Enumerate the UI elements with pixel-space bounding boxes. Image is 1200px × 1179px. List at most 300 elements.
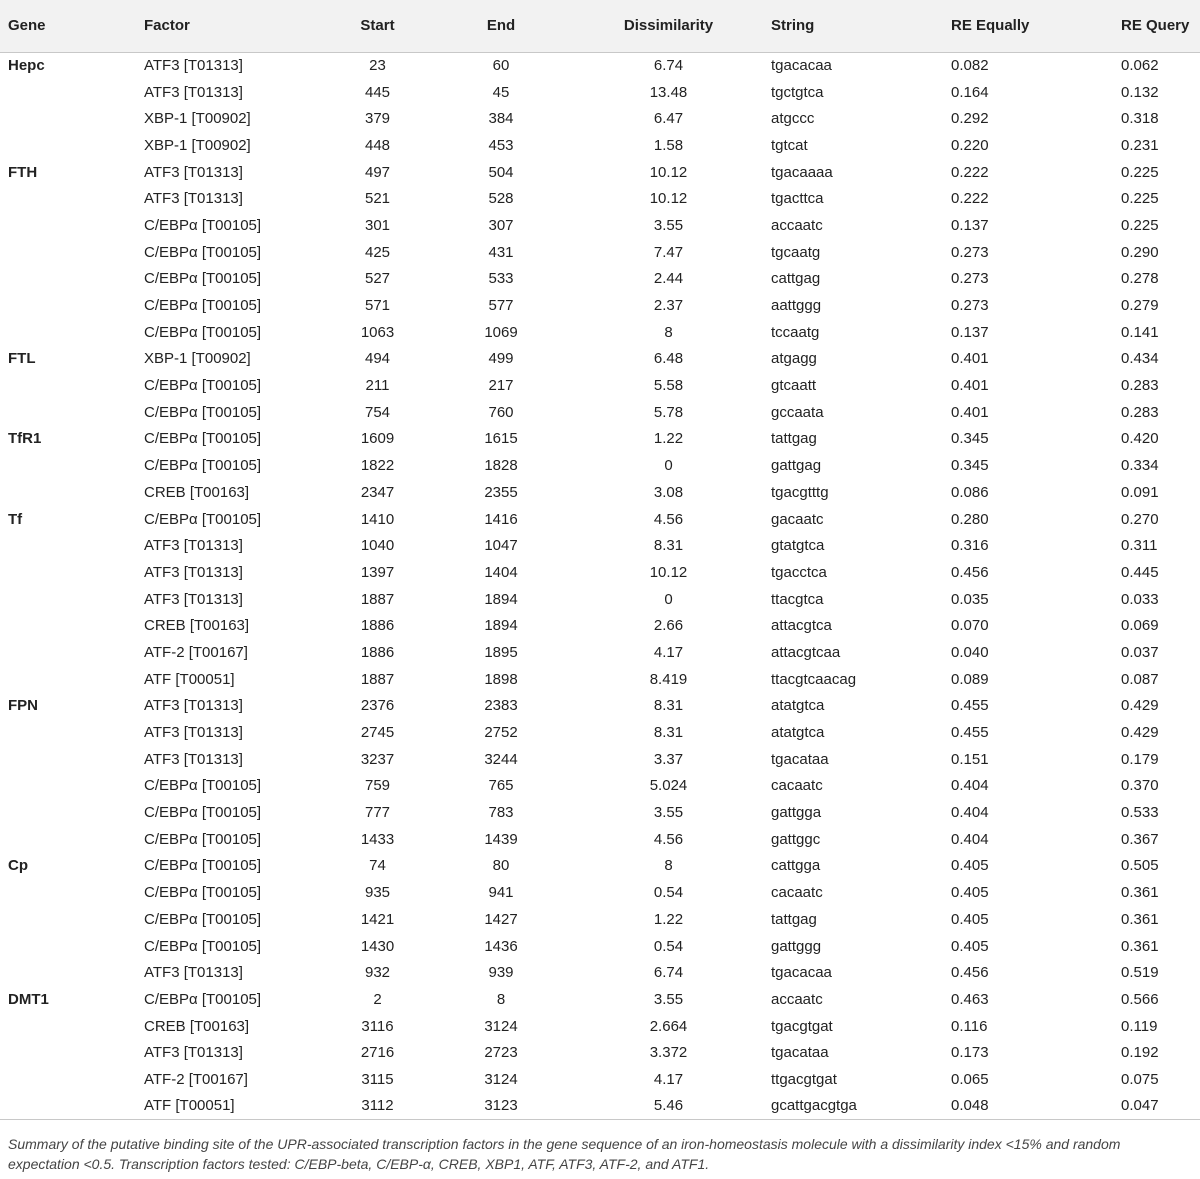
re-query-cell: 0.141 — [1121, 323, 1159, 341]
string-cell: ttacgtca — [771, 590, 824, 608]
re-query-cell: 0.311 — [1121, 537, 1158, 555]
re-query-cell: 0.334 — [1121, 457, 1159, 475]
table-row — [0, 185, 1200, 212]
end-cell: 1895 — [484, 643, 518, 661]
factor-cell: ATF [T00051] — [144, 670, 235, 688]
start-cell: 23 — [369, 57, 386, 75]
table-row — [0, 1093, 1200, 1120]
header-dissimilarity: Dissimilarity — [566, 0, 771, 52]
dissimilarity-cell: 5.46 — [566, 1093, 771, 1120]
table-row — [0, 1066, 1200, 1093]
re-equally-cell: 0.116 — [951, 1017, 988, 1035]
factor-cell: C/EBPα [T00105] — [144, 377, 262, 395]
factor-cell: C/EBPα [T00105] — [144, 777, 262, 795]
gene-cell — [0, 746, 144, 773]
start-cell: 1063 — [360, 323, 395, 341]
dissimilarity-cell: 13.48 — [649, 83, 688, 101]
string-cell: tgacttca — [771, 190, 824, 208]
table-row — [0, 159, 1200, 186]
factor-cell: C/EBPα [T00105] — [144, 857, 262, 875]
table-row — [0, 266, 1200, 293]
dissimilarity-cell: 3.08 — [653, 483, 684, 501]
re-query-cell: 0.225 — [1121, 216, 1159, 234]
start-cell: 1609 — [360, 430, 395, 448]
re-equally-cell: 0.151 — [951, 750, 989, 768]
start-cell: 527 — [364, 270, 391, 288]
table-row — [0, 719, 1200, 746]
factor-cell: ATF-2 [T00167] — [144, 1070, 248, 1088]
re-query-cell: 0.519 — [1121, 964, 1159, 982]
gene-cell: FTH — [8, 163, 38, 181]
gene-cell — [0, 1013, 144, 1040]
dissimilarity-cell: 10.12 — [649, 563, 688, 581]
dissimilarity-cell: 6.74 — [653, 964, 684, 982]
re-equally-cell: 0.404 — [951, 830, 989, 848]
dissimilarity-cell: 6.47 — [653, 110, 684, 128]
re-query-cell: 0.075 — [1121, 1070, 1159, 1088]
table-row — [0, 986, 1200, 1013]
gene-cell — [0, 266, 144, 293]
gene-cell — [0, 666, 144, 693]
gene-cell — [0, 452, 144, 479]
string-cell: gtatgtca — [771, 537, 825, 555]
gene-cell — [0, 399, 144, 426]
dissimilarity-cell: 2.66 — [653, 617, 684, 635]
start-cell: 1421 — [360, 910, 395, 928]
re-equally-cell: 0.048 — [951, 1093, 1121, 1120]
start-cell: 448 — [364, 136, 391, 154]
dissimilarity-cell: 10.12 — [649, 190, 688, 208]
factor-cell: ATF [T00051] — [144, 1093, 319, 1120]
dissimilarity-cell: 6.48 — [653, 350, 684, 368]
re-equally-cell: 0.137 — [951, 323, 989, 341]
re-equally-cell: 0.137 — [951, 216, 989, 234]
end-cell: 533 — [488, 270, 514, 288]
re-query-cell: 0.505 — [1121, 857, 1159, 875]
factor-cell: XBP-1 [T00902] — [144, 350, 251, 368]
start-cell: 379 — [364, 110, 391, 128]
gene-cell — [0, 479, 144, 506]
end-cell: 499 — [488, 350, 514, 368]
string-cell: atatgtca — [771, 697, 825, 715]
table-caption: Summary of the putative binding site of the UPR-associated transcription factors in the gene sequence of an iron-homeostasis molecule with a dissimilarity index <15% and random expectation <0.5. Transcription factors tested: C/EBP-beta, C/EBP-α, CREB, XBP1, ATF, ATF3, ATF-2, and ATF1. — [8, 1136, 1121, 1172]
table-row — [0, 452, 1200, 479]
end-cell: 2723 — [484, 1044, 518, 1062]
re-query-cell: 0.270 — [1121, 510, 1159, 528]
dissimilarity-cell: 4.56 — [653, 510, 684, 528]
gene-cell: Tf — [8, 510, 23, 528]
re-query-cell: 0.231 — [1121, 136, 1159, 154]
gene-cell — [0, 586, 144, 613]
end-cell: 1828 — [484, 457, 518, 475]
end-cell: 1894 — [484, 590, 518, 608]
re-equally-cell: 0.040 — [951, 643, 989, 661]
header-factor: Factor — [144, 0, 319, 52]
start-cell: 497 — [364, 163, 391, 181]
factor-cell: C/EBPα [T00105] — [144, 297, 262, 315]
table-row — [0, 773, 1200, 800]
start-cell: 1430 — [360, 937, 395, 955]
re-equally-cell: 0.222 — [951, 190, 989, 208]
table-row — [0, 906, 1200, 933]
start-cell: 935 — [364, 884, 391, 902]
start-cell: 932 — [364, 964, 391, 982]
dissimilarity-cell: 3.372 — [649, 1044, 688, 1062]
start-cell: 1040 — [360, 537, 395, 555]
gene-cell — [0, 773, 144, 800]
string-cell: tgacacaa — [771, 964, 832, 982]
end-cell: 1404 — [484, 563, 518, 581]
gene-cell — [0, 612, 144, 639]
end-cell: 1416 — [484, 510, 518, 528]
table-row — [0, 746, 1200, 773]
re-equally-cell: 0.292 — [951, 110, 989, 128]
re-query-cell: 0.087 — [1121, 670, 1159, 688]
gene-cell — [0, 185, 144, 212]
dissimilarity-cell: 8.31 — [653, 724, 684, 742]
dissimilarity-cell: 10.12 — [649, 163, 688, 181]
factor-cell: ATF3 [T01313] — [144, 750, 243, 768]
end-cell: 504 — [488, 163, 514, 181]
re-equally-cell: 0.455 — [951, 724, 989, 742]
table-row — [0, 132, 1200, 159]
re-query-cell: 0.283 — [1121, 377, 1159, 395]
re-query-cell: 0.429 — [1121, 697, 1159, 715]
re-equally-cell: 0.405 — [951, 937, 989, 955]
end-cell: 1894 — [484, 617, 518, 635]
string-cell: tgacacaa — [771, 57, 832, 75]
re-query-cell: 0.370 — [1121, 777, 1159, 795]
re-equally-cell: 0.273 — [951, 243, 989, 261]
dissimilarity-cell: 3.55 — [653, 990, 684, 1008]
header-re-equally: RE Equally — [951, 0, 1121, 52]
end-cell: 1439 — [484, 830, 518, 848]
string-cell: tgacgtgat — [771, 1017, 833, 1035]
end-cell: 8 — [496, 990, 506, 1008]
start-cell: 301 — [364, 216, 391, 234]
table-row — [0, 479, 1200, 506]
string-cell: gcattgacgtga — [771, 1093, 951, 1120]
string-cell: gacaatc — [771, 510, 824, 528]
table-row — [0, 426, 1200, 453]
start-cell: 1433 — [360, 830, 395, 848]
factor-cell: C/EBPα [T00105] — [144, 403, 262, 421]
table-row — [0, 79, 1200, 106]
factor-cell: XBP-1 [T00902] — [144, 110, 251, 128]
dissimilarity-cell: 3.37 — [653, 750, 684, 768]
factor-cell: XBP-1 [T00902] — [144, 136, 251, 154]
start-cell: 1397 — [360, 563, 395, 581]
factor-cell: ATF3 [T01313] — [144, 190, 243, 208]
end-cell: 2752 — [484, 724, 518, 742]
re-equally-cell: 0.316 — [951, 537, 989, 555]
table-row — [0, 933, 1200, 960]
end-cell: 760 — [488, 403, 514, 421]
string-cell: tgtcat — [771, 136, 808, 154]
gene-cell — [0, 959, 144, 986]
end-cell: 45 — [492, 83, 510, 101]
re-query-cell: 0.367 — [1121, 830, 1159, 848]
re-query-cell: 0.429 — [1121, 724, 1159, 742]
end-cell: 453 — [488, 136, 514, 154]
gene-cell — [0, 319, 144, 346]
start-cell: 3116 — [361, 1017, 394, 1035]
factor-cell: ATF3 [T01313] — [144, 590, 243, 608]
string-cell: tgctgtca — [771, 83, 824, 101]
table-row — [0, 959, 1200, 986]
table-row — [0, 879, 1200, 906]
start-cell: 777 — [364, 804, 391, 822]
gene-cell — [0, 239, 144, 266]
re-query-cell: 0.225 — [1121, 163, 1159, 181]
string-cell: gtcaatt — [771, 377, 817, 395]
factor-cell: ATF3 [T01313] — [144, 563, 243, 581]
start-cell: 74 — [369, 857, 386, 875]
factor-cell: ATF3 [T01313] — [144, 57, 243, 75]
table-header — [0, 0, 1200, 52]
re-query-cell: 0.361 — [1121, 937, 1159, 955]
re-equally-cell: 0.065 — [951, 1070, 989, 1088]
factor-cell: CREB [T00163] — [144, 483, 250, 501]
factor-cell: C/EBPα [T00105] — [144, 216, 262, 234]
end-cell: 939 — [488, 964, 514, 982]
re-equally-cell: 0.401 — [951, 350, 989, 368]
start-cell: 2347 — [360, 483, 395, 501]
gene-cell: Hepc — [8, 57, 45, 75]
start-cell: 571 — [364, 297, 391, 315]
re-query-cell: 0.318 — [1121, 110, 1159, 128]
header-end: End — [436, 0, 566, 52]
dissimilarity-cell: 2.664 — [649, 1017, 688, 1035]
end-cell: 1047 — [484, 537, 518, 555]
table-row — [0, 799, 1200, 826]
re-query-cell: 0.278 — [1121, 270, 1159, 288]
dissimilarity-cell: 5.78 — [653, 403, 684, 421]
re-equally-cell: 0.082 — [951, 57, 989, 75]
factor-cell: C/EBPα [T00105] — [144, 323, 262, 341]
re-equally-cell: 0.070 — [951, 617, 989, 635]
header-row — [0, 0, 1200, 52]
re-equally-cell: 0.405 — [951, 857, 989, 875]
string-cell: accaatc — [771, 216, 823, 234]
header-re-query: RE Query — [1121, 0, 1200, 52]
string-cell: ttgacgtgat — [771, 1070, 837, 1088]
gene-cell — [0, 132, 144, 159]
re-query-cell: 0.062 — [1121, 57, 1159, 75]
re-query-cell: 0.119 — [1121, 1017, 1158, 1035]
table-row — [0, 586, 1200, 613]
re-equally-cell: 0.273 — [951, 297, 989, 315]
re-equally-cell: 0.404 — [951, 804, 989, 822]
gene-cell — [0, 79, 144, 106]
re-equally-cell: 0.086 — [951, 483, 989, 501]
string-cell: tgacataa — [771, 750, 829, 768]
re-equally-cell: 0.456 — [951, 964, 989, 982]
string-cell: attacgtca — [771, 617, 832, 635]
re-query-cell: 0.533 — [1121, 804, 1159, 822]
end-cell: 577 — [488, 297, 514, 315]
gene-cell — [0, 879, 144, 906]
table-row — [0, 1039, 1200, 1066]
table-row — [0, 319, 1200, 346]
header-start: Start — [319, 0, 436, 52]
start-cell: 3237 — [360, 750, 395, 768]
gene-cell: FPN — [8, 697, 38, 715]
end-cell: 3124 — [484, 1017, 518, 1035]
gene-cell: FTL — [8, 350, 36, 368]
string-cell: cattgga — [771, 857, 821, 875]
re-query-cell: 0.047 — [1121, 1093, 1200, 1120]
re-query-cell: 0.361 — [1121, 884, 1159, 902]
re-query-cell: 0.037 — [1121, 643, 1159, 661]
string-cell: accaatc — [771, 990, 823, 1008]
table-row — [0, 239, 1200, 266]
table-row — [0, 399, 1200, 426]
table-row — [0, 506, 1200, 533]
end-cell: 2383 — [484, 697, 518, 715]
start-cell: 3115 — [361, 1070, 394, 1088]
factor-cell: C/EBPα [T00105] — [144, 510, 262, 528]
dissimilarity-cell: 3.55 — [653, 804, 684, 822]
re-query-cell: 0.445 — [1121, 563, 1159, 581]
start-cell: 2745 — [360, 724, 395, 742]
table-row — [0, 532, 1200, 559]
header-string: String — [771, 0, 951, 52]
end-cell: 307 — [488, 216, 514, 234]
string-cell: tgcaatg — [771, 243, 821, 261]
end-cell: 941 — [488, 884, 514, 902]
table-row — [0, 559, 1200, 586]
re-query-cell: 0.290 — [1121, 243, 1159, 261]
string-cell: aattggg — [771, 297, 822, 315]
re-equally-cell: 0.164 — [951, 83, 989, 101]
dissimilarity-cell: 7.47 — [653, 243, 684, 261]
factor-cell: C/EBPα [T00105] — [144, 457, 262, 475]
table-row — [0, 372, 1200, 399]
dissimilarity-cell: 0.54 — [653, 937, 684, 955]
end-cell: 217 — [488, 377, 514, 395]
re-equally-cell: 0.222 — [951, 163, 989, 181]
dissimilarity-cell: 4.56 — [653, 830, 684, 848]
re-equally-cell: 0.401 — [951, 377, 989, 395]
gene-cell — [0, 826, 144, 853]
end-cell: 1615 — [484, 430, 518, 448]
factor-cell: CREB [T00163] — [144, 617, 250, 635]
gene-cell — [0, 1066, 144, 1093]
end-cell: 3244 — [484, 750, 518, 768]
table-row — [0, 639, 1200, 666]
gene-cell — [0, 933, 144, 960]
re-query-cell: 0.361 — [1121, 910, 1159, 928]
gene-cell — [0, 292, 144, 319]
dissimilarity-cell: 5.024 — [649, 777, 688, 795]
dissimilarity-cell: 4.17 — [653, 643, 684, 661]
string-cell: cacaatc — [771, 777, 823, 795]
gene-cell — [0, 799, 144, 826]
start-cell: 425 — [364, 243, 391, 261]
dissimilarity-cell: 2.37 — [653, 297, 684, 315]
re-query-cell: 0.192 — [1121, 1044, 1159, 1062]
factor-cell: ATF-2 [T00167] — [144, 643, 248, 661]
gene-cell — [0, 212, 144, 239]
re-equally-cell: 0.463 — [951, 990, 989, 1008]
gene-cell — [0, 1093, 144, 1120]
string-cell: tgacaaaa — [771, 163, 833, 181]
end-cell: 80 — [492, 857, 510, 875]
re-equally-cell: 0.345 — [951, 457, 989, 475]
table-row — [0, 853, 1200, 880]
re-equally-cell: 0.405 — [951, 884, 989, 902]
re-equally-cell: 0.273 — [951, 270, 989, 288]
end-cell: 765 — [488, 777, 514, 795]
start-cell: 2716 — [360, 1044, 395, 1062]
start-cell: 2 — [373, 990, 382, 1008]
re-equally-cell: 0.404 — [951, 777, 989, 795]
gene-cell — [0, 372, 144, 399]
re-equally-cell: 0.173 — [951, 1044, 989, 1062]
end-cell: 60 — [492, 57, 510, 75]
re-equally-cell: 0.035 — [951, 590, 989, 608]
start-cell: 1886 — [360, 617, 395, 635]
dissimilarity-cell: 1.22 — [653, 910, 684, 928]
string-cell: tgacgtttg — [771, 483, 829, 501]
string-cell: gccaata — [771, 403, 824, 421]
re-equally-cell: 0.456 — [951, 563, 989, 581]
re-query-cell: 0.132 — [1121, 83, 1159, 101]
start-cell: 211 — [365, 377, 390, 395]
factor-cell: C/EBPα [T00105] — [144, 910, 262, 928]
table-row — [0, 666, 1200, 693]
end-cell: 528 — [488, 190, 514, 208]
start-cell: 2376 — [360, 697, 395, 715]
factor-cell: C/EBPα [T00105] — [144, 804, 262, 822]
re-equally-cell: 0.280 — [951, 510, 989, 528]
gene-cell — [0, 532, 144, 559]
factor-cell: C/EBPα [T00105] — [144, 937, 262, 955]
string-cell: tattgag — [771, 430, 817, 448]
string-cell: tccaatg — [771, 323, 820, 341]
string-cell: atgccc — [771, 110, 815, 128]
re-query-cell: 0.069 — [1121, 617, 1159, 635]
re-equally-cell: 0.405 — [951, 910, 989, 928]
start-cell: 494 — [364, 350, 391, 368]
table-row — [0, 612, 1200, 639]
dissimilarity-cell: 8.31 — [653, 537, 684, 555]
table-row — [0, 346, 1200, 373]
string-cell: gattggg — [771, 937, 822, 955]
start-cell: 521 — [364, 190, 391, 208]
dissimilarity-cell: 3.55 — [653, 216, 684, 234]
end-cell: 783 — [488, 804, 514, 822]
start-cell: 1822 — [360, 457, 395, 475]
table-row — [0, 1013, 1200, 1040]
re-query-cell: 0.566 — [1121, 990, 1159, 1008]
gene-cell — [0, 639, 144, 666]
string-cell: cacaatc — [771, 884, 823, 902]
dissimilarity-cell: 8.31 — [653, 697, 684, 715]
dissimilarity-cell: 5.58 — [653, 377, 684, 395]
re-equally-cell: 0.401 — [951, 403, 989, 421]
end-cell: 1069 — [484, 323, 518, 341]
factor-cell: C/EBPα [T00105] — [144, 270, 262, 288]
string-cell: attacgtcaa — [771, 643, 841, 661]
gene-cell — [0, 906, 144, 933]
string-cell: cattgag — [771, 270, 821, 288]
dissimilarity-cell: 0.54 — [653, 884, 684, 902]
table-row — [0, 105, 1200, 132]
dissimilarity-cell: 8 — [664, 323, 673, 341]
end-cell: 2355 — [484, 483, 518, 501]
